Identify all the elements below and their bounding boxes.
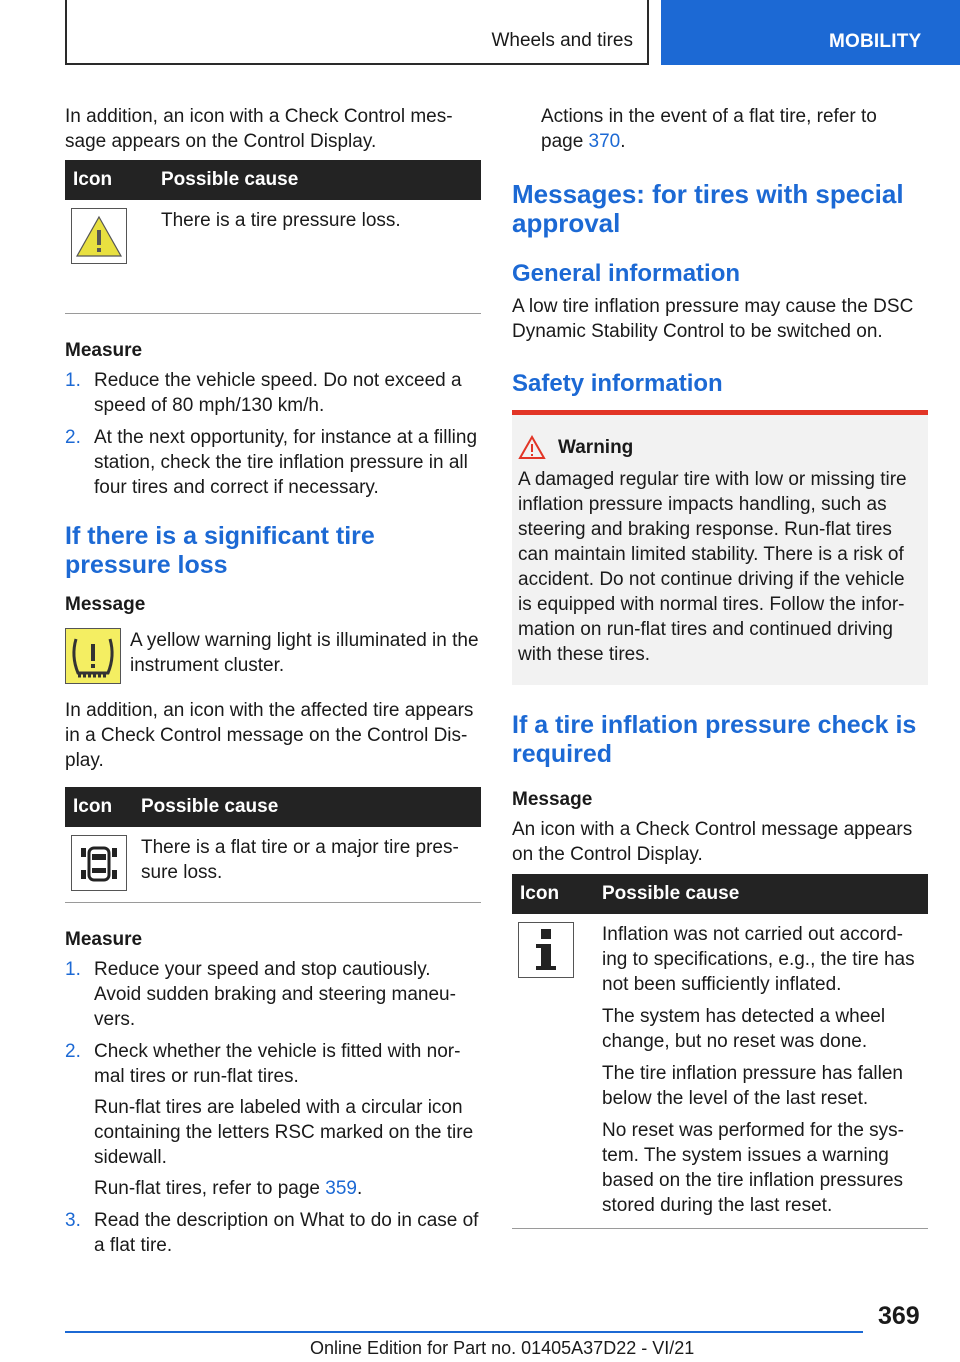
col-icon-header: Icon <box>73 169 113 190</box>
message-label: Message <box>65 594 146 615</box>
step-number: 2. <box>65 1041 81 1062</box>
cause-text: Inflation was not carried out accord-ing to specifications, e.g., the tire has not been sufficiently inflated. <box>602 924 915 995</box>
step-text: Read the description on What to do in case of a flat tire. <box>94 1210 479 1256</box>
table-row <box>65 200 481 314</box>
message-label: Message <box>512 789 593 810</box>
col-icon-header: Icon <box>520 883 560 904</box>
edition-text: Online Edition for Part no. 01405A37D22 - VI/21 <box>310 1338 695 1358</box>
intro-text: In addition, an icon with a Check Control mes-sage appears on the Control Display. <box>65 106 453 152</box>
header-frame <box>65 0 649 65</box>
cause-list <box>602 914 924 1228</box>
cause-text: No reset was performed for the sys-tem. The system issues a warning based on the tire inflation pressures stored during the last reset. <box>602 1120 904 1216</box>
step-text: Check whether the vehicle is fitted with nor-mal tires or run-flat tires. <box>94 1041 461 1087</box>
significant-loss-heading: If there is a significant tire pressure loss <box>65 522 375 579</box>
warning-title <box>558 437 922 459</box>
right-column <box>512 104 928 1229</box>
icon-table-3 <box>512 874 928 1229</box>
table-row <box>512 914 928 1229</box>
chapter-tab[interactable] <box>661 0 960 65</box>
step-text: At the next opportunity, for instance at a filling station, check the tire inflation pressure in all four tires and correct if necessary. <box>94 427 478 498</box>
continued-text <box>512 104 902 154</box>
warning-title-text: Warning <box>558 437 634 458</box>
table-header <box>65 160 481 200</box>
cause-text: There is a tire pressure loss. <box>161 210 401 231</box>
page-link-370[interactable]: 370 <box>588 131 621 152</box>
measure-steps <box>65 957 481 1258</box>
warning-text: A damaged regular tire with low or missing tire inflation pressure impacts handling, such as steering and braking response. Run-flat tires can maintain limited stability. There is a risk of accident. Do not continue driving if the vehicle is equipped with normal tires. Follow the infor-mation on run-flat tires and continued driving with these tires. <box>518 469 907 665</box>
measure-title: Measure <box>65 929 143 950</box>
measure-steps <box>65 368 481 500</box>
check-required-heading: If a tire inflation pressure check is required <box>512 711 917 768</box>
safety-info-heading: Safety information <box>512 370 723 397</box>
page-number: 369 <box>878 1302 920 1330</box>
ref-prefix: Actions in the event of a flat tire, refer to page <box>541 106 877 152</box>
cause-text: The tire inflation pressure has fallen below the level of the last reset. <box>602 1063 903 1109</box>
page-link-359[interactable]: 359 <box>325 1178 357 1199</box>
cause-text: The system has detected a wheel change, but no reset was done. <box>602 1006 886 1052</box>
col-cause-header: Possible cause <box>602 883 740 904</box>
ref-prefix: Run-flat tires, refer to page <box>94 1178 326 1199</box>
left-column <box>65 104 481 1265</box>
affected-tire-text: In addition, an icon with the affected tire appears in a Check Control message on the Control Dis-play. <box>65 700 474 771</box>
list-item <box>65 1208 481 1258</box>
message-text: An icon with a Check Control message appears on the Control Display. <box>512 819 913 865</box>
special-approval-heading: Messages: for tires with special approval <box>512 179 904 238</box>
step-number: 2. <box>65 427 81 448</box>
tire-pressure-warning-icon <box>65 628 121 684</box>
list-item <box>65 1039 481 1201</box>
icon-table-2 <box>65 787 481 903</box>
info-icon <box>518 922 574 978</box>
step-subtext: Run-flat tires are labeled with a circular icon containing the letters RSC marked on the tire sidewall. <box>94 1097 474 1168</box>
indicator-text: A yellow warning light is illuminated in the instrument cluster. <box>130 630 479 676</box>
col-icon-header: Icon <box>73 796 113 817</box>
icon-table-1 <box>65 160 481 314</box>
warning-triangle-icon <box>518 435 546 467</box>
footer-divider <box>65 1331 863 1333</box>
general-info-heading: General information <box>512 260 741 287</box>
step-number: 1. <box>65 959 81 980</box>
step-number: 3. <box>65 1210 81 1231</box>
chapter-tab-label: MOBILITY <box>829 31 922 52</box>
indicator-row <box>65 628 481 684</box>
col-cause-header: Possible cause <box>141 796 279 817</box>
ref-suffix: . <box>620 131 626 152</box>
warning-box <box>512 410 928 685</box>
general-info-text: A low tire inflation pressure may cause the DSC Dynamic Stability Control to be switched on. <box>512 296 914 342</box>
table-row <box>65 827 481 903</box>
cause-text: There is a flat tire or a major tire pres-sure loss. <box>141 837 459 883</box>
ref-suffix: . <box>356 1178 363 1199</box>
list-item <box>65 957 481 1032</box>
list-item <box>65 425 481 500</box>
flat-tire-vehicle-icon <box>71 835 127 891</box>
section-title: Wheels and tires <box>491 30 633 51</box>
table-header <box>65 787 481 827</box>
list-item <box>65 368 481 418</box>
measure-title: Measure <box>65 340 143 361</box>
step-text: Reduce the vehicle speed. Do not exceed a speed of 80 mph/130 km/h. <box>94 370 462 416</box>
col-cause-header: Possible cause <box>161 169 299 190</box>
yellow-warning-triangle-icon <box>71 208 127 264</box>
table-header <box>512 874 928 914</box>
step-text: Reduce your speed and stop cautiously. Avoid sudden braking and steering maneu-vers. <box>94 959 456 1030</box>
step-number: 1. <box>65 370 81 391</box>
step-subtext <box>94 1176 481 1201</box>
